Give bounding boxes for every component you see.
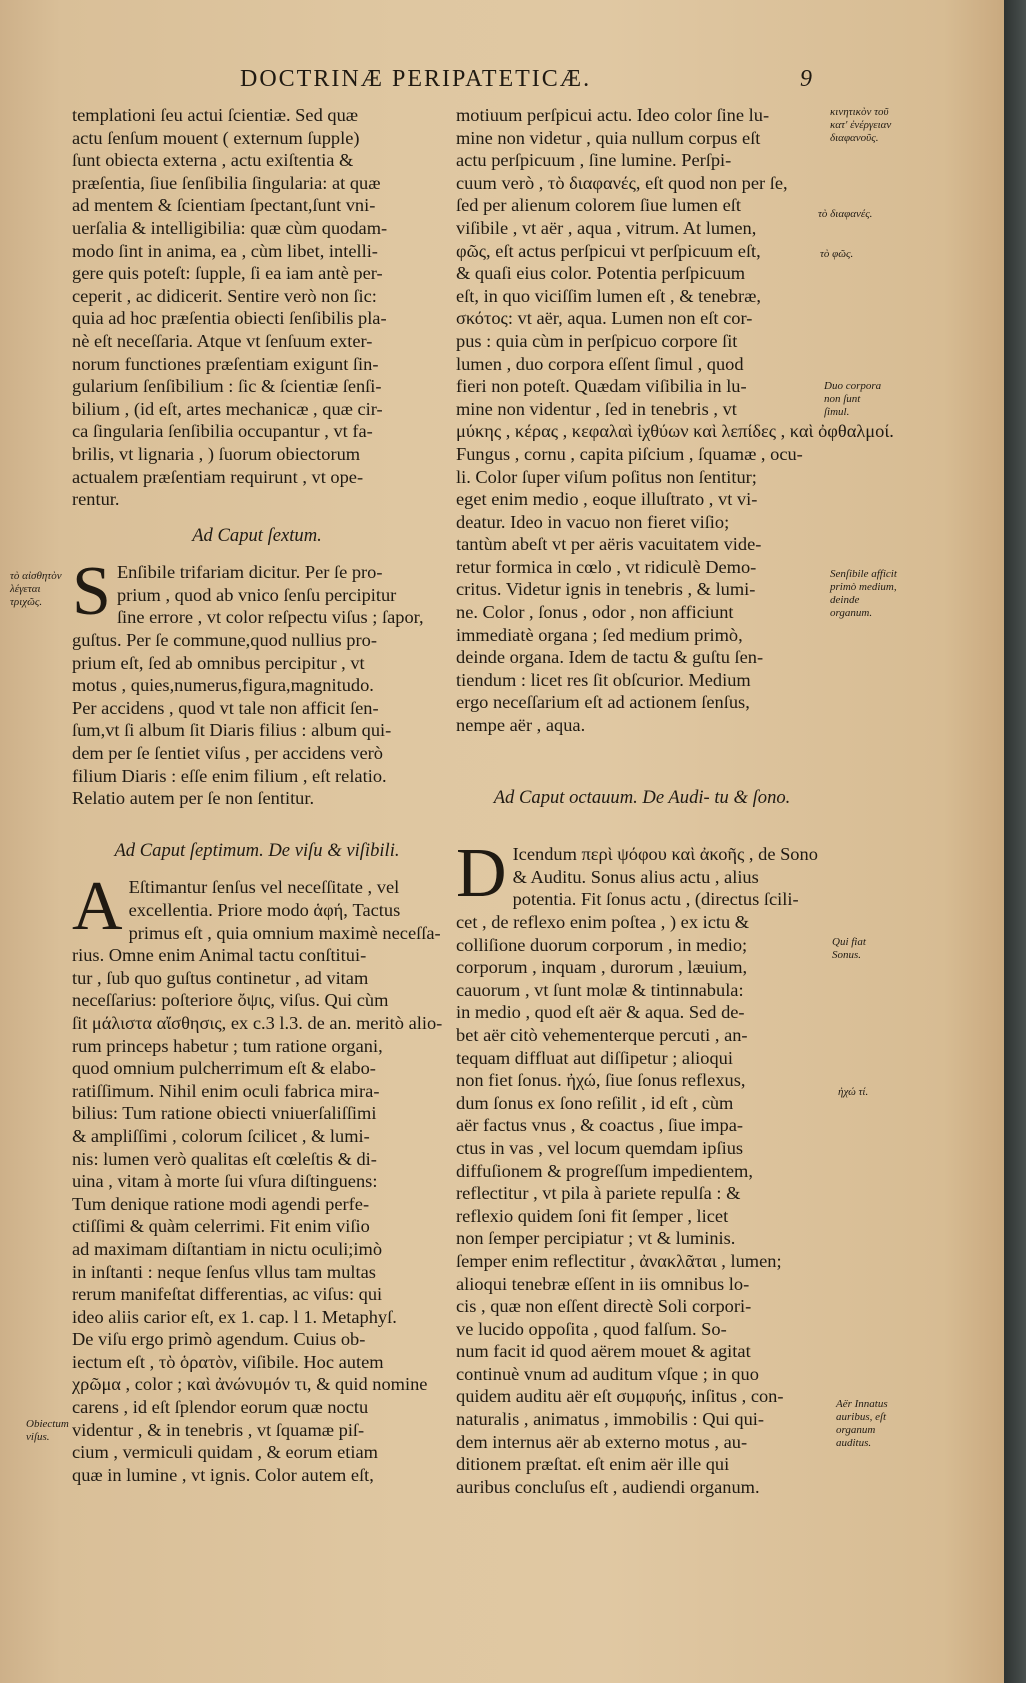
text-line: tur , ſub quo guſtus continetur , ad vitam	[72, 967, 369, 988]
text-line: primus eſt , quia omnium maximè neceſſa-	[128, 922, 441, 943]
text-line: & Auditu. Sonus alius actu , alius	[512, 866, 759, 887]
text-line: nempe aër , aqua.	[456, 715, 586, 736]
text-line: prium eſt, ſed ab omnibus percipitur , vt	[72, 652, 365, 673]
text-line: carens , id eſt ſplendor eorum quæ noctu	[72, 1397, 369, 1418]
text-line: rius. Omne enim Animal tactu conſtitui-	[72, 945, 367, 966]
page-number: 9	[800, 66, 812, 92]
text-line: tantùm abeſt vt per aëris vacuitatem vide-	[456, 534, 762, 555]
text-line: uina , vitam à morte ſui vſura diſtinguens:	[72, 1171, 378, 1192]
text-line: templationi ſeu actui ſcientiæ. Sed quæ	[72, 105, 359, 125]
text-line: motus , quies,numerus,figura,magnitudo.	[72, 675, 374, 696]
dropcap-a: A	[72, 868, 123, 946]
text-line: tiendum : licet res ſit obſcurior. Medium	[456, 669, 751, 690]
text-line: nè eſt neceſſaria. Atque vt ſenſuum exter-	[72, 330, 373, 351]
text-line: rentur.	[72, 489, 120, 510]
text-line: num facit id quod aërem mouet & agitat	[456, 1341, 751, 1362]
heading-caput-septimum: Ad Caput ſeptimum. De viſu & viſibili.	[114, 839, 400, 861]
text-line: cis , quæ non eſſent directè Soli corpori-	[456, 1296, 752, 1317]
text-line: σκότος: vt aër, aqua. Lumen non eſt cor-	[456, 308, 753, 329]
text-line: immediatè organa ; ſed medium primò,	[456, 624, 743, 645]
text-line: guſtus. Per ſe commune,quod nullius pro-	[72, 630, 377, 651]
text-line: Per accidens , quod vt tale non afficit ſen-	[72, 697, 379, 718]
text-line: iectum eſt , τὸ ὁρατὸν, viſibile. Hoc autem	[72, 1351, 384, 1372]
text-line: χρῶμα , color ; καὶ ἀνώνυμόν τι, & quid nomine	[72, 1374, 428, 1395]
text-line: brilis, vt lignaria , ) ſuorum obiectorum	[72, 443, 361, 464]
text-line: neceſſarius: poſteriore ὄψις, viſus. Qui cùm	[72, 990, 389, 1011]
margin-note-sensibile-afficit: Senſibile afficit primò medium, deinde organum.	[830, 568, 897, 619]
text-line: ergo neceſſarium eſt ad actionem ſenſus,	[456, 692, 750, 713]
text-line: norum functiones præſentiam exigunt ſin-	[72, 353, 379, 374]
text-line: dem per ſe ſentiet viſus , per accidens verò	[72, 743, 383, 764]
text-line: bet aër citò vehementerque percuti , an-	[456, 1024, 748, 1045]
margin-note-kinetikon: κινητικὸν τοῦ κατ' ἐνέργειαν διαφανοῦς.	[830, 106, 892, 144]
text-line: ſunt obiecta externa , actu exiſtentia &	[72, 150, 354, 171]
text-line: naturalis , animatus , immobilis : Qui qui-	[456, 1409, 765, 1430]
text-line: continuè vnum ad auditum vſque ; in quo	[456, 1363, 759, 1384]
text-line: li. Color ſuper viſum poſitus non ſentitur;	[456, 466, 757, 487]
running-title: DOCTRINÆ PERIPATETICÆ.	[240, 66, 592, 92]
margin-note-phos: τὸ φῶς.	[820, 248, 854, 260]
text-line: motiuum perſpicui actu. Ideo color ſine lu-	[456, 105, 770, 125]
text-line: videntur , & in tenebris , vt ſquamæ piſ-	[72, 1419, 365, 1440]
text-line: fieri non poteſt. Quædam viſibilia in lu-	[456, 376, 747, 397]
margin-note-duo-corpora: Duo corpora non ſunt ſimul.	[824, 380, 882, 418]
text-line: bilium , (id eſt, artes mechanicæ , quæ cir-	[72, 398, 383, 419]
text-line: φῶς, eſt actus perſpicui vt perſpicuum eſt,	[456, 240, 761, 261]
text-line: reflectitur , vt pila à pariete repulſa : &	[456, 1183, 741, 1204]
text-line: modo ſint in anima, ea , cùm libet, intelli-	[72, 240, 378, 261]
text-line: pus : quia cùm in perſpicuo corpore ſit	[456, 330, 738, 351]
text-line: Relatio autem per ſe non ſentitur.	[72, 788, 315, 809]
text-line: rerum manifeſtat differentias, ac viſus: qui	[72, 1284, 383, 1305]
text-line: alioqui tenebræ eſſent in iis omnibus lo-	[456, 1273, 750, 1294]
text-line: ad mentem & ſcientiam ſpectant,ſunt vni-	[72, 195, 376, 216]
text-line: prium , quod ab vnico ſenſu percipitur	[116, 584, 397, 605]
text-line: ve lucido oppoſita , quod falſum. So-	[456, 1318, 727, 1339]
margin-note-echo: ἠχώ τί.	[838, 1086, 869, 1098]
text-line: eſt, in quo viciſſim lumen eſt , & tenebræ,	[456, 285, 761, 306]
text-line: ditionem præſtat. eſt enim aër ille qui	[456, 1454, 730, 1475]
heading-caput-octauum: Ad Caput octauum. De Audi- tu & ſono.	[493, 786, 791, 808]
text-line: ctus in vas , vel locum quemdam ipſius	[456, 1137, 744, 1158]
margin-note-qui-fiat-sonus: Qui fiat Sonus.	[832, 936, 866, 961]
page-edge-shadow	[1004, 0, 1026, 1683]
margin-note-obiectum-visus: Obiectum viſus.	[26, 1418, 69, 1443]
text-line: ſit μάλιστα αἴσθησις, ex c.3 l.3. de an. meritò alio-	[72, 1012, 443, 1033]
text-line: eget enim medio , eoque illuſtrato , vt vi-	[456, 489, 758, 510]
text-line: non fiet ſonus. ἠχώ, ſiue ſonus reflexus,	[456, 1070, 746, 1091]
text-line: cauorum , vt ſunt molæ & tintinnabula:	[456, 979, 744, 1000]
text-line: præſentia, ſiue ſenſibilia ſingularia: at quæ	[72, 172, 381, 193]
text-line: quod omnium pulcherrimum eſt & elabo-	[72, 1058, 376, 1079]
text-line: & quaſi eius color. Potentia perſpicuum	[456, 263, 746, 284]
text-line: mine non videtur , quia nullum corpus eſt	[456, 127, 761, 148]
text-line: ne. Color , ſonus , odor , non afficiunt	[456, 602, 734, 623]
text-line: quæ in lumine , vt ignis. Color autem eſt,	[72, 1464, 374, 1485]
text-line: actu ſenſum mouent ( externum ſupple)	[72, 127, 360, 148]
text-line: critus. Videtur ignis in tenebris , & lumi-	[456, 579, 756, 600]
text-line: reflexio quidem ſoni fit ſemper , licet	[456, 1205, 729, 1226]
text-line: dum ſonus ex ſono reſilit , id eſt , cùm	[456, 1092, 734, 1113]
text-line: Enſibile trifariam dicitur. Per ſe pro-	[116, 562, 383, 583]
text-line: cet , de reflexo enim poſtea , ) ex ictu &	[456, 912, 750, 932]
text-line: Fungus , cornu , capita piſcium , ſquamæ , ocu-	[456, 443, 803, 464]
text-line: Tum denique ratione modi agendi perfe-	[72, 1193, 370, 1214]
text-line: aër factus vnus , & coactus , ſiue impa-	[456, 1115, 744, 1136]
text-line: filium Diaris : eſſe enim filium , eſt relatio.	[72, 765, 387, 786]
text-line: ſine errore , vt color reſpectu viſus ; ſapor,	[116, 607, 424, 628]
text-line: De viſu ergo primò agendum. Cuius ob-	[72, 1329, 366, 1350]
text-line: ideo aliis carior eſt, ex 1. cap. l 1. Metaphyſ.	[72, 1306, 397, 1327]
text-line: diffuſionem & progreſſum impedientem,	[456, 1160, 753, 1181]
text-line: actu perſpicuum , ſine lumine. Perſpi-	[456, 150, 732, 171]
caput-septimum-text	[72, 868, 443, 1486]
text-line: ad maximam diſtantiam in nictu oculi;imò	[72, 1238, 383, 1259]
text-line: ſed per alienum colorem ſiue lumen eſt	[456, 195, 741, 216]
text-line: actualem præſentiam requirunt , vt ope-	[72, 466, 364, 487]
text-line: auribus concluſus eſt , audiendi organum.	[456, 1476, 760, 1497]
margin-note-aer-innatus: Aër Innatus auribus, eſt organum auditus.	[836, 1398, 888, 1449]
text-line: mine non videntur , ſed in tenebris , vt	[456, 398, 737, 419]
heading-caput-sextum: Ad Caput ſextum.	[192, 524, 322, 546]
text-line: dem internus aër ab externo motus , au-	[456, 1431, 748, 1452]
margin-note-sensibile: τὸ αἰσθητὸν λέγεται τριχῶς.	[10, 570, 62, 608]
text-line: & ampliſſimi , colorum ſcilicet , & lumi-	[72, 1125, 370, 1146]
text-line: ratiſſimum. Nihil enim oculi fabrica mira-	[72, 1080, 380, 1101]
text-line: ceperit , ac didicerit. Sentire verò non ſic:	[72, 285, 377, 306]
text-line: tequam diffluat aut diſſipetur ; alioqui	[456, 1047, 733, 1068]
text-line: bilius: Tum ratione obiecti vniuerſaliſſimi	[72, 1103, 377, 1124]
text-line: nis: lumen verò qualitas eſt cœleſtis & di-	[72, 1148, 377, 1169]
text-line: excellentia. Priore modo ἁφή, Tactus	[128, 900, 401, 920]
text-line: potentia. Fit ſonus actu , (directus ſcili-	[512, 889, 799, 910]
text-line: Eſtimantur ſenſus vel neceſſitate , vel	[128, 877, 400, 898]
text-line: rum princeps habetur ; tum ratione organi,	[72, 1035, 383, 1056]
text-line: ca ſingularia ſenſibilia occupantur , vt fa-	[72, 421, 373, 442]
text-line: quidem auditu aër eſt συμφυής, inſitus , con-	[456, 1386, 784, 1407]
left-column	[72, 104, 442, 1486]
caput-octauum-text	[456, 835, 828, 1498]
text-line: retur formica in cœlo , vt ridiculè Demo-	[456, 556, 757, 577]
text-line: ſum,vt ſi album ſit Diaris filius : album qui-	[72, 720, 392, 741]
text-line: μύκης , κέρας , κεφαλαὶ ἰχθύων καὶ λεπίδες , καὶ ὀφθαλμοί.	[456, 421, 894, 442]
text-line: non ſemper percipiatur ; vt & luminis.	[456, 1228, 736, 1249]
caput-sextum-text	[72, 553, 442, 810]
text-line: gere quis poteſt: ſupple, ſi ea iam antè per-	[72, 263, 383, 284]
text-line: deatur. Ideo in vacuo non fieret viſio;	[456, 511, 730, 532]
margin-note-diaphanes: τὸ διαφανές.	[818, 208, 873, 220]
text-line: cium , vermiculi quidam , & eorum etiam	[72, 1442, 378, 1463]
text-line: deinde organa. Idem de tactu & guſtu ſen-	[456, 647, 764, 668]
text-line: in medio , quod eſt aër & aqua. Sed de-	[456, 1002, 745, 1023]
text-line: cuum verò , τὸ διαφανές, eſt quod non per ſe,	[456, 172, 788, 193]
text-line: colliſione duorum corporum , in medio;	[456, 934, 748, 955]
text-line: quia ad hoc præſentia obiecti ſenſibilis pla-	[72, 308, 387, 329]
text-line: ſemper enim reflectitur , ἀνακλᾶται , lumen;	[456, 1250, 782, 1271]
dropcap-d: D	[456, 835, 507, 913]
text-line: corporum , inquam , durorum , læuium,	[456, 957, 748, 978]
text-line: viſibile , vt aër , aqua , vitrum. At lumen,	[456, 217, 757, 238]
left-intro-text	[72, 104, 442, 511]
text-line: uerſalia & intelligibilia: quæ cùm quodam-	[72, 217, 388, 238]
text-line: lumen , duo corpora eſſent ſimul , quod	[456, 353, 744, 374]
text-line: in inſtanti : neque ſenſus vllus tam multas	[72, 1261, 376, 1282]
text-line: gularium ſenſibilium : ſic & ſcientiæ ſenſi-	[72, 376, 382, 397]
running-header	[0, 66, 1004, 100]
text-line: Icendum περὶ ψόφου καὶ ἀκοῆς , de Sono	[512, 844, 818, 865]
dropcap-s: S	[72, 553, 111, 631]
text-line: ctiſſimi & quàm celerrimi. Fit enim viſio	[72, 1216, 370, 1237]
